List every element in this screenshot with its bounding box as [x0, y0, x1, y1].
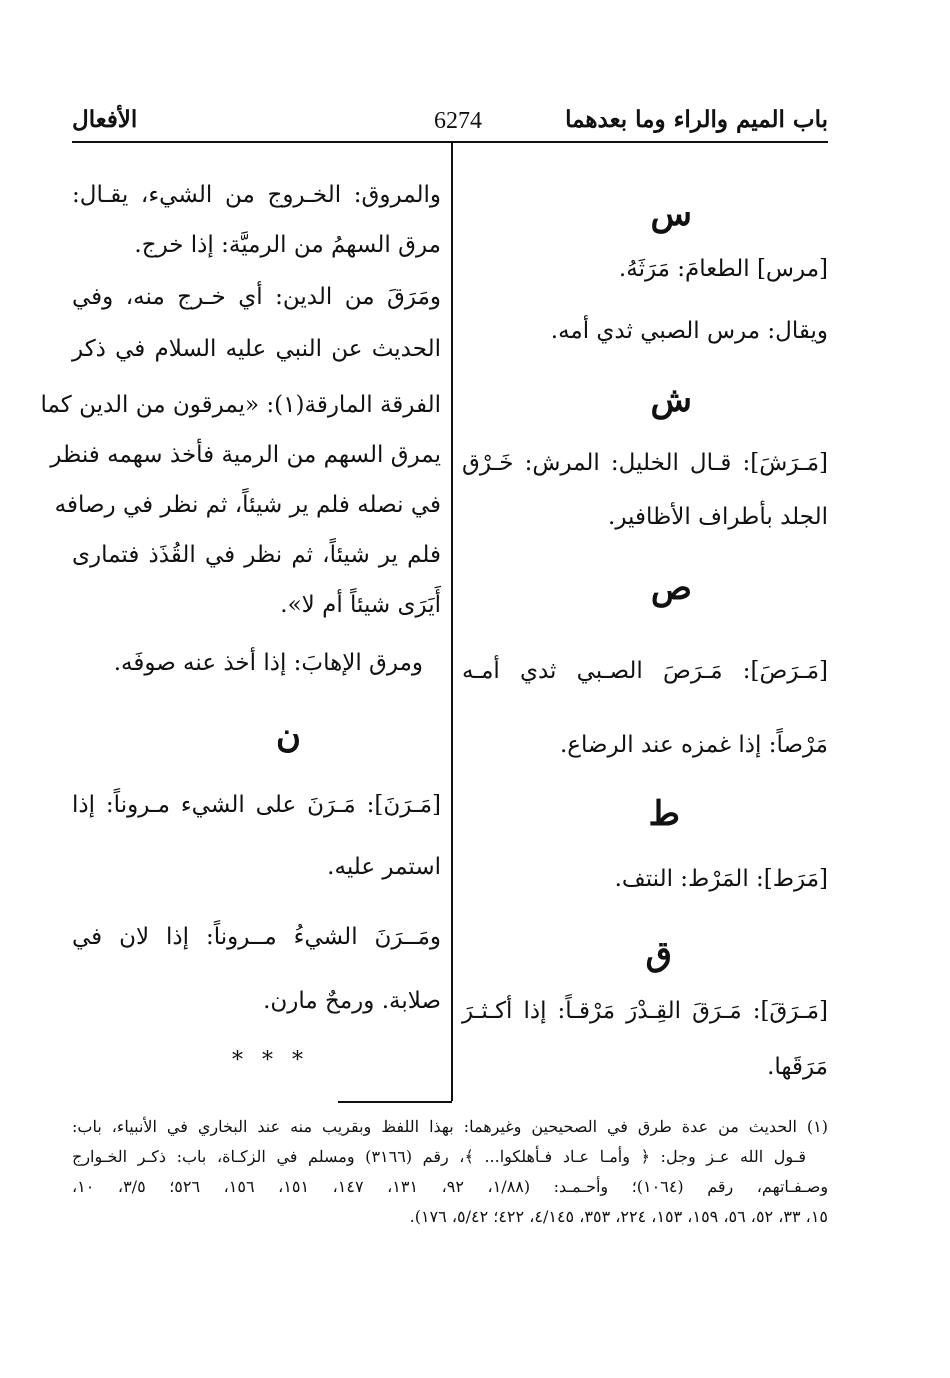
- entry-muruq-line-1: والمروق: الخـروج من الشيء، يقـال:: [72, 182, 441, 208]
- chapter-title: باب الميم والراء وما بعدهما: [565, 106, 828, 133]
- footnote-line-2: قـول الله عـز وجل: ﴿ وأمـا عـاد فـأهلكوا... ﴾، رقم (٣١٦٦) ومسلم في الزكـاة، باب: ذكـر الخـوارج: [72, 1147, 807, 1166]
- entry-muruq-line-3: ومَرَقَ من الدين: أي خـرج منه، وفي: [72, 284, 441, 310]
- entry-muruq-line-8: فلم ير شيئاً، ثم نظر في القُذَذ فتمارى: [72, 542, 441, 568]
- entry-muruq-line-5: الفرقة المارقة(١): «يمرقون من الدين كما: [40, 392, 441, 418]
- section-title: الأفعال: [72, 106, 138, 133]
- footnote-line-4: ١٥، ٣٣، ٥٢، ٥٦، ١٥٩، ١٥٣، ٢٢٤، ٣٥٣، ٤/١٤٥، ٤٢٢؛ ٥/٤٢، ١٧٦).: [409, 1207, 828, 1226]
- page-header: [72, 102, 828, 142]
- entry-muruq-line-9: أَيَرَى شيئاً أم لا».: [280, 592, 441, 618]
- entry-marana-line-3: ومَــرَنَ الشيءُ مــروناً: إذا لان في: [72, 924, 441, 950]
- footnote-line-1: (١) الحديث من عدة طرق في الصحيحين وغيرهما: بهذا اللفظ وبقريب منه عند البخاري في الأنبياء، باب:: [72, 1117, 828, 1136]
- entry-marasa-line-2: مَرْصاً: إذا غمزه عند الرضاع.: [559, 732, 828, 758]
- page-number: 6274: [434, 108, 482, 134]
- letter-heading-sad: ص: [650, 568, 692, 608]
- entry-muruq-line-4: الحديث عن النبي عليه السلام في ذكر: [72, 336, 441, 362]
- entry-muruq-line-6: يمرق السهم من الرمية فأخذ سهمه فنظر: [50, 442, 441, 468]
- entry-muruq-line-2: مرق السهمُ من الرميَّة: إذا خرج.: [134, 232, 441, 258]
- letter-heading-qaf: ق: [645, 934, 672, 974]
- entry-marana-line-4: صلابة. ورمحٌ مارن.: [263, 988, 441, 1014]
- footnote-line-3: وصـفـاتهم، رقم (١٠٦٤)؛ وأحـمـد: (١/٨٨، ٩٢، ١٣١، ١٤٧، ١٥١، ١٥٦، ٥٢٦؛ ٣/٥، ١٠،: [72, 1177, 829, 1196]
- entry-maraqa-line-2: مَرَقَها.: [767, 1054, 828, 1080]
- section-end-asterisks: * * *: [232, 1048, 309, 1073]
- entry-ihab-line-1: ومرق الإهابَ: إذا أخذ عنه صوفَه.: [113, 650, 423, 676]
- column-divider: [451, 143, 453, 1101]
- entry-maraqa-line-1: [مَـرَقَ]: مَـرَقَ القِـدْرَ مَرْقـاً: إذا أكـثـرَ: [462, 998, 828, 1024]
- entry-mars-line-1: [مرس] الطعامَ: مَرَثَهُ.: [618, 256, 828, 282]
- entry-marat-line-1: [مَرَط]: المَرْط: النتف.: [614, 866, 828, 892]
- header-rule: [72, 141, 828, 143]
- entry-marash-line-2: الجلد بأطراف الأظافير.: [608, 504, 828, 530]
- letter-heading-nun: ن: [276, 716, 301, 756]
- entry-marash-line-1: [مَـرَشَ]: قـال الخليل: المرش: خَـرْق: [462, 450, 828, 476]
- letter-heading-ta: ط: [648, 794, 680, 834]
- letter-heading-sheen: ش: [650, 380, 692, 420]
- footnote-rule: [338, 1101, 452, 1103]
- entry-marana-line-1: [مَـرَنَ]: مَـرَنَ على الشيء مـروناً: إذا: [72, 792, 441, 818]
- letter-heading-seen: س: [650, 194, 692, 234]
- entry-marana-line-2: استمر عليه.: [327, 854, 441, 880]
- entry-marasa-line-1: [مَـرَصَ]: مَـرَصَ الصـبي ثدي أمـه: [462, 658, 828, 684]
- entry-muruq-line-7: في نصله فلم ير شيئاً، ثم نظر في رصافه: [54, 492, 441, 518]
- entry-mars-line-2: ويقال: مرس الصبي ثدي أمه.: [550, 318, 828, 344]
